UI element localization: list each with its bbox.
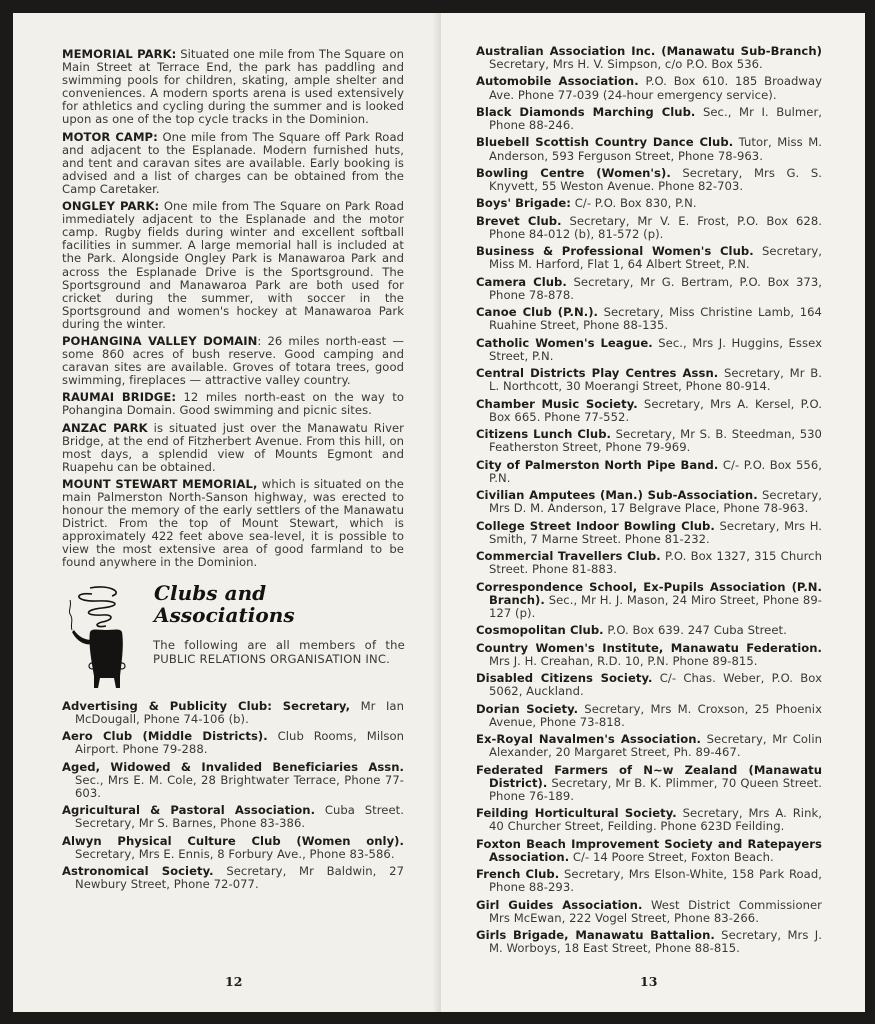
club-entry [476, 367, 822, 393]
club-details: Secretary, Mr Baldwin, 27 Newbury Street, Phone 72-077. [75, 864, 404, 892]
club-name: Business & Professional Women's Club. [476, 244, 754, 259]
club-entry [476, 106, 822, 132]
club-entry [476, 428, 822, 454]
club-name: Disabled Citizens Society. [476, 671, 653, 686]
club-details: C/- Chas. Weber, P.O. Box 5062, Auckland. [489, 671, 822, 699]
place-heading: POHANGINA VALLEY DOMAIN [62, 333, 258, 348]
club-details: Club Rooms, Milson Airport. Phone 79-288. [75, 729, 404, 757]
club-name: College Street Indoor Bowling Club. [476, 518, 715, 533]
club-name: Commercial Travellers Club. [476, 549, 661, 564]
club-name: Civilian Amputees (Man.) Sub-Association. [476, 488, 758, 503]
club-entry [476, 136, 822, 162]
club-entry [476, 642, 822, 668]
clubs-section-header [62, 582, 404, 700]
smoking-figure-illustration [62, 584, 142, 692]
club-details: Secretary, Mrs A. Kersel, P.O. Box 665. Phone 77-552. [489, 396, 822, 424]
club-name: Catholic Women's League. [476, 335, 653, 350]
club-entry [62, 730, 404, 756]
club-details: Secretary, Mrs H. Smith, 7 Marne Street. Phone 81-232. [489, 518, 822, 546]
club-details: Tutor, Miss M. Anderson, 593 Ferguson Street, Phone 78-963. [489, 135, 822, 163]
club-details: C/- 14 Poore Street, Foxton Beach. [569, 849, 774, 864]
club-details: P.O. Box 639. 247 Cuba Street. [603, 623, 787, 638]
club-name: Aged, Widowed & Invalided Beneficiaries Assn. [62, 759, 404, 774]
club-name: Canoe Club (P.N.). [476, 305, 598, 320]
place-heading: MOUNT STEWART MEMORIAL, [62, 476, 258, 491]
place-text: One mile from The Square off Park Road and adjacent to the Esplanade. Modern furnished huts, and tent and caravan sites are available. Early booking is advised and a list of charges can be obtained from the Camp Caretaker. [62, 129, 405, 196]
club-details: Secretary, Mrs D. M. Anderson, 17 Belgrave Place, Phone 78-963. [489, 488, 822, 516]
club-entry [476, 624, 822, 637]
club-name: Citizens Lunch Club. [476, 427, 612, 442]
section-title-line2: Associations [154, 602, 295, 627]
place-heading: ANZAC PARK [62, 420, 148, 435]
club-details: Sec., Mr H. J. Mason, 24 Miro Street, Phone 89-127 (p). [489, 592, 822, 620]
section-title-line1: Clubs and [154, 580, 267, 605]
club-name: Ex-Royal Navalmen's Association. [476, 732, 702, 747]
club-details: Sec., Mr I. Bulmer, Phone 88-246. [489, 104, 822, 133]
club-details: Cuba Street. Secretary, Mr S. Barnes, Phone 83-386. [75, 803, 405, 831]
club-details: Secretary, Mrs Elson-White, 158 Park Road, Phone 88-293. [489, 867, 822, 895]
club-entry [62, 761, 404, 800]
place-mount-stewart-memorial [62, 478, 404, 570]
club-entry [476, 245, 822, 271]
club-details: Secretary, Mr B. L. Northcott, 30 Moerangi Street, Phone 80-914. [489, 366, 822, 394]
club-name: Black Diamonds Marching Club. [476, 104, 696, 119]
club-entry [476, 929, 822, 955]
club-name: Bowling Centre (Women's). [476, 165, 671, 180]
club-name: Dorian Society. [476, 701, 579, 716]
club-details: Secretary, Mr V. E. Frost, P.O. Box 628. Phone 84-012 (b), 81-572 (p). [489, 213, 822, 241]
club-details: Secretary, Mrs H. V. Simpson, c/o P.O. Box 536. [489, 57, 763, 72]
place-heading: ONGLEY PARK: [62, 199, 160, 214]
club-name: Bluebell Scottish Country Dance Club. [476, 135, 734, 150]
club-name: Foxton Beach Improvement Society and Ratepayers Association. [476, 836, 822, 864]
club-details: Secretary, Mrs M. Croxson, 25 Phoenix Avenue, Phone 73-818. [489, 701, 822, 729]
club-entry [476, 197, 822, 210]
club-name: Alwyn Physical Culture Club (Women only). [62, 833, 404, 848]
club-entry [476, 899, 822, 925]
club-name: Country Women's Institute, Manawatu Federation. [476, 640, 822, 655]
club-details: Secretary, Miss M. Harford, Flat 1, 64 Albert Street, P.N. [489, 244, 822, 272]
club-details: Mr Ian McDougall, Phone 74-106 (b). [75, 698, 404, 726]
page-number: 13 [640, 974, 658, 989]
place-motor-camp [62, 131, 404, 196]
place-text: is situated just over the Manawatu River Bridge, at the end of Fitzherbert Avenue. From this hill, on most days, a splendid view of Mounts Egmont and Ruapehu can be obtained. [62, 420, 404, 474]
club-name: Girls Brigade, Manawatu Battalion. [476, 928, 715, 943]
club-details: Secretary, Mr B. K. Plimmer, 70 Queen Street. Phone 76-189. [489, 775, 822, 803]
club-details: C/- P.O. Box 556, P.N. [489, 457, 823, 485]
club-name: Cosmopolitan Club. [476, 623, 604, 638]
club-entry [476, 733, 822, 759]
page-number: 12 [225, 974, 243, 989]
place-anzac-park [62, 422, 404, 474]
place-text: : 26 miles north-east — some 860 acres of bush reserve. Good camping and caravan sites are available. Groves of totara trees, good swimming, fireplaces — attractive valley country. [62, 333, 404, 388]
club-details: P.O. Box 1327, 315 Church Street. Phone 81-883. [489, 549, 823, 577]
book-gutter [433, 13, 441, 1012]
club-details: Mrs J. H. Creahan, R.D. 10, P.N. Phone 89-815. [489, 653, 758, 668]
club-entry [476, 75, 822, 101]
club-name: Camera Club. [476, 274, 567, 289]
place-text: which is situated on the main Palmerston North-Sanson highway, was erected to honour the memory of the early settlers of the Manawatu District. From the top of Mount Stewart, which is approximately 422 feet above sea-level, it is possible to view the most extensive area of good farmland to be found anywhere in the Dominion. [62, 476, 404, 570]
club-details: P.O. Box 610. 185 Broadway Ave. Phone 77-039 (24-hour emergency service). [489, 74, 823, 102]
club-name: City of Palmerston North Pipe Band. [476, 457, 719, 472]
club-entry [476, 807, 822, 833]
club-details: Sec., Mrs E. M. Cole, 28 Brightwater Terrace, Phone 77-603. [75, 772, 404, 800]
club-name: Girl Guides Association. [476, 897, 643, 912]
club-name: Astronomical Society. [62, 864, 214, 879]
club-details: Secretary, Mr S. B. Steedman, 530 Featherston Street, Phone 79-969. [489, 427, 822, 455]
club-details: West District Commissioner Mrs McEwan, 222 Vogel Street, Phone 83-266. [489, 897, 822, 925]
club-entry [62, 835, 404, 861]
place-heading: MOTOR CAMP: [62, 129, 158, 144]
club-name: Feilding Horticultural Society. [476, 806, 677, 821]
club-name: Chamber Music Society. [476, 396, 638, 411]
club-details: Secretary, Mr Colin Alexander, 20 Margaret Street, Ph. 89-467. [489, 732, 822, 760]
club-entry [476, 337, 822, 363]
place-text: 12 miles north-east on the way to Pohangina Domain. Good swimming and picnic sites. [62, 390, 404, 418]
club-entry [62, 865, 404, 891]
club-entry [476, 550, 822, 576]
club-name: Advertising & Publicity Club: Secretary, [62, 698, 351, 713]
club-details: Secretary, Mrs E. Ennis, 8 Forbury Ave., Phone 83-586. [75, 846, 395, 861]
club-name: Correspondence School, Ex-Pupils Association (P.N. Branch). [476, 579, 822, 607]
section-title [154, 582, 295, 626]
club-details: Secretary, Mrs J. M. Worboys, 18 East Street, Phone 88-815. [489, 928, 822, 956]
club-entry [476, 45, 822, 71]
club-details: Secretary, Mrs G. S. Knyvett, 55 Weston Avenue. Phone 82-703. [489, 165, 823, 194]
club-entry [476, 581, 822, 620]
place-memorial-park [62, 48, 404, 127]
place-heading: MEMORIAL PARK: [62, 47, 177, 61]
club-name: Federated Farmers of N~w Zealand (Manawatu District). [476, 762, 822, 790]
club-details: C/- P.O. Box 830, P.N. [571, 196, 697, 211]
place-raumai-bridge [62, 391, 404, 417]
club-entry [476, 276, 822, 302]
club-name: Australian Association Inc. (Manawatu Sub-Branch) [476, 44, 822, 58]
right-page [441, 13, 865, 1012]
club-entry [476, 167, 822, 193]
club-entry [62, 804, 404, 830]
club-name: Automobile Association. [476, 74, 639, 89]
club-entry [476, 306, 822, 332]
club-name: Central Districts Play Centres Assn. [476, 366, 719, 381]
club-entry [476, 459, 822, 485]
place-text: One mile from The Square on Park Road immediately adjacent to the Esplanade and the motor camp. Rugby fields during winter and excellent softball facilities in summer. A large memorial hall is included at the Park. Alongside Ongley Park is Manawaroa Park and across the Esplanade Drive is the Sportsground. The Sportsground and Manawaroa Park are both used for cricket during the summer, with soccer in the Sportsground and women's hockey at Manawaroa Park during the winter. [62, 199, 404, 331]
club-name: French Club. [476, 867, 560, 882]
club-entry [476, 868, 822, 894]
club-name: Agricultural & Pastoral Association. [62, 803, 316, 818]
club-name: Aero Club (Middle Districts). [62, 729, 268, 744]
place-heading: RAUMAI BRIDGE: [62, 390, 177, 405]
club-entry [476, 520, 822, 546]
club-details: Secretary, Mrs A. Rink, 40 Churcher Street, Feilding. Phone 623D Feilding. [489, 806, 822, 834]
club-name: Brevet Club. [476, 213, 562, 228]
left-page [13, 13, 439, 1012]
right-column [476, 45, 822, 960]
club-entry [476, 489, 822, 515]
place-text: Situated one mile from The Square on Main Street at Terrace End, the park has paddling and swimming pools for children, skating, ample shelter and conveniences. A modern sports arena is used extensively for athletics and cycling during the summer and is looked upon as one of the top cycle tracks in the Dominion. [62, 47, 404, 127]
club-details: Secretary, Mr G. Bertram, P.O. Box 373, Phone 78-878. [489, 274, 822, 302]
place-pohangina-valley-domain [62, 335, 404, 387]
club-entry [476, 703, 822, 729]
club-name: Boys' Brigade: [476, 196, 571, 211]
left-column [62, 48, 404, 896]
club-entry [476, 764, 822, 803]
club-entry [476, 215, 822, 241]
club-details: Secretary, Miss Christine Lamb, 164 Ruahine Street, Phone 88-135. [489, 305, 822, 333]
club-entry [476, 838, 822, 864]
club-details: Sec., Mrs J. Huggins, Essex Street, P.N. [489, 335, 822, 363]
section-intro: The following are all members of the PUBLIC RELATIONS ORGANISATION INC. [153, 637, 405, 666]
place-ongley-park [62, 200, 404, 331]
club-entry [476, 672, 822, 698]
club-entry [476, 398, 822, 424]
club-entry [62, 700, 404, 726]
